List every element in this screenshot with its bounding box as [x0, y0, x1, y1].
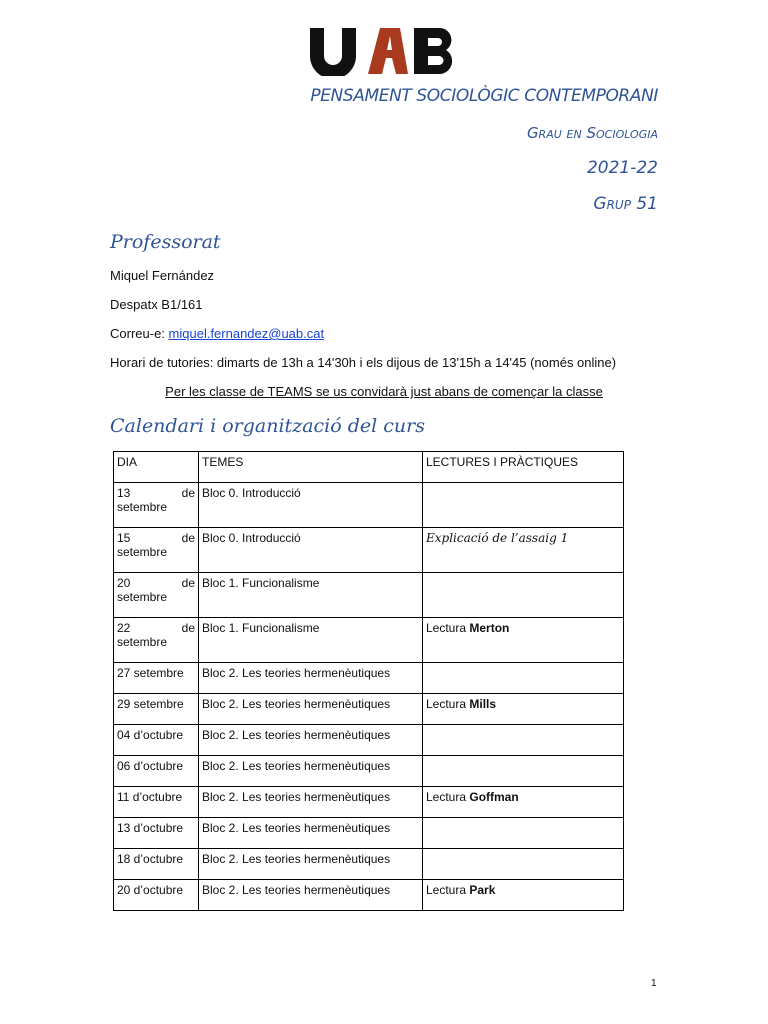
email-label: Correu-e:: [110, 326, 169, 341]
table-row: [114, 528, 624, 573]
theme-cell: Bloc 1. Funcionalisme: [199, 573, 423, 618]
table-row: [114, 618, 624, 663]
day-prep: de: [181, 531, 195, 545]
day-number: 20: [117, 576, 131, 590]
theme-cell: Bloc 2. Les teories hermenèutiques: [199, 725, 423, 756]
theme-cell: Bloc 2. Les teories hermenèutiques: [199, 880, 423, 911]
day-month: setembre: [117, 590, 168, 604]
table-row: [114, 694, 624, 725]
reading-author: Goffman: [469, 790, 519, 804]
day-month: setembre: [117, 635, 168, 649]
day-prep: de: [181, 621, 195, 635]
logo-letter-a: [368, 28, 408, 74]
theme-cell: Bloc 2. Les teories hermenèutiques: [199, 818, 423, 849]
theme-cell: Bloc 2. Les teories hermenèutiques: [199, 694, 423, 725]
theme-cell: Bloc 0. Introducció: [199, 483, 423, 528]
day-cell: 29 setembre: [114, 694, 199, 725]
academic-year: 2021-22: [586, 158, 658, 178]
professor-name: Miquel Fernández: [110, 268, 215, 283]
day-cell: 06 d’octubre: [114, 756, 199, 787]
reading-author: Park: [469, 883, 496, 897]
day-month: setembre: [117, 545, 168, 559]
email-link[interactable]: miquel.fernandez@uab.cat: [168, 326, 325, 341]
column-header-readings: LECTURES I PRÀCTIQUES: [423, 452, 624, 483]
reading-cell: [423, 483, 624, 528]
day-cell: 13 d’octubre: [114, 818, 199, 849]
column-header-themes: TEMES: [199, 452, 423, 483]
theme-cell: Bloc 2. Les teories hermenèutiques: [199, 849, 423, 880]
teams-note: Per les classe de TEAMS se us convidarà just abans de començar la classe: [165, 384, 603, 399]
group-title: Grup 51: [593, 194, 658, 214]
table-row: [114, 725, 624, 756]
table-row: [114, 573, 624, 618]
day-month: setembre: [117, 500, 168, 514]
day-cell: [114, 573, 199, 618]
course-title: PENSAMENT SOCIOLÒGIC CONTEMPORANI: [310, 86, 658, 106]
day-number: 22: [117, 621, 131, 635]
day-cell: 04 d’octubre: [114, 725, 199, 756]
reading-cell: [423, 694, 624, 725]
theme-cell: Bloc 2. Les teories hermenèutiques: [199, 663, 423, 694]
table-row: [114, 483, 624, 528]
reading-cell: [423, 528, 624, 573]
logo-letter-u: [310, 28, 356, 76]
table-row: [114, 818, 624, 849]
column-header-day: DIA: [114, 452, 199, 483]
logo-letter-b: [414, 28, 452, 74]
day-cell: 11 d’octubre: [114, 787, 199, 818]
theme-cell: Bloc 0. Introducció: [199, 528, 423, 573]
office-info: Despatx B1/161: [110, 297, 203, 312]
reading-cell: [423, 725, 624, 756]
email-line: [110, 326, 324, 341]
day-prep: de: [181, 576, 195, 590]
reading-cell: [423, 756, 624, 787]
reading-cell: [423, 880, 624, 911]
section-professorat-heading: Professorat: [110, 231, 221, 253]
reading-prefix: Lectura: [426, 883, 470, 897]
table-header-row: [114, 452, 624, 483]
table-row: [114, 756, 624, 787]
reading-prefix: Lectura: [426, 621, 470, 635]
day-cell: [114, 528, 199, 573]
reading-italic: Explicació de l’assaig 1: [426, 531, 569, 545]
day-cell: [114, 618, 199, 663]
day-cell: 18 d’octubre: [114, 849, 199, 880]
day-cell: 20 d’octubre: [114, 880, 199, 911]
day-cell: [114, 483, 199, 528]
reading-cell: [423, 618, 624, 663]
reading-author: Mills: [469, 697, 497, 711]
reading-cell: [423, 818, 624, 849]
theme-cell: Bloc 2. Les teories hermenèutiques: [199, 756, 423, 787]
reading-prefix: Lectura: [426, 697, 470, 711]
theme-cell: Bloc 1. Funcionalisme: [199, 618, 423, 663]
reading-cell: [423, 849, 624, 880]
day-number: 13: [117, 486, 131, 500]
table-row: [114, 787, 624, 818]
office-hours: Horari de tutories: dimarts de 13h a 14'30h i els dijous de 13'15h a 14'45 (només online): [110, 355, 617, 370]
calendar-table: [113, 451, 624, 911]
degree-title: Grau en Sociologia: [526, 124, 658, 142]
table-row: [114, 880, 624, 911]
section-calendar-heading: Calendari i organització del curs: [110, 415, 425, 437]
day-number: 15: [117, 531, 131, 545]
table-row: [114, 663, 624, 694]
reading-cell: [423, 663, 624, 694]
day-cell: 27 setembre: [114, 663, 199, 694]
reading-cell: [423, 573, 624, 618]
page-number: 1: [651, 978, 657, 989]
reading-prefix: Lectura: [426, 790, 470, 804]
theme-cell: Bloc 2. Les teories hermenèutiques: [199, 787, 423, 818]
uab-logo: [308, 24, 462, 76]
day-prep: de: [181, 486, 195, 500]
table-row: [114, 849, 624, 880]
reading-cell: [423, 787, 624, 818]
reading-author: Merton: [469, 621, 510, 635]
